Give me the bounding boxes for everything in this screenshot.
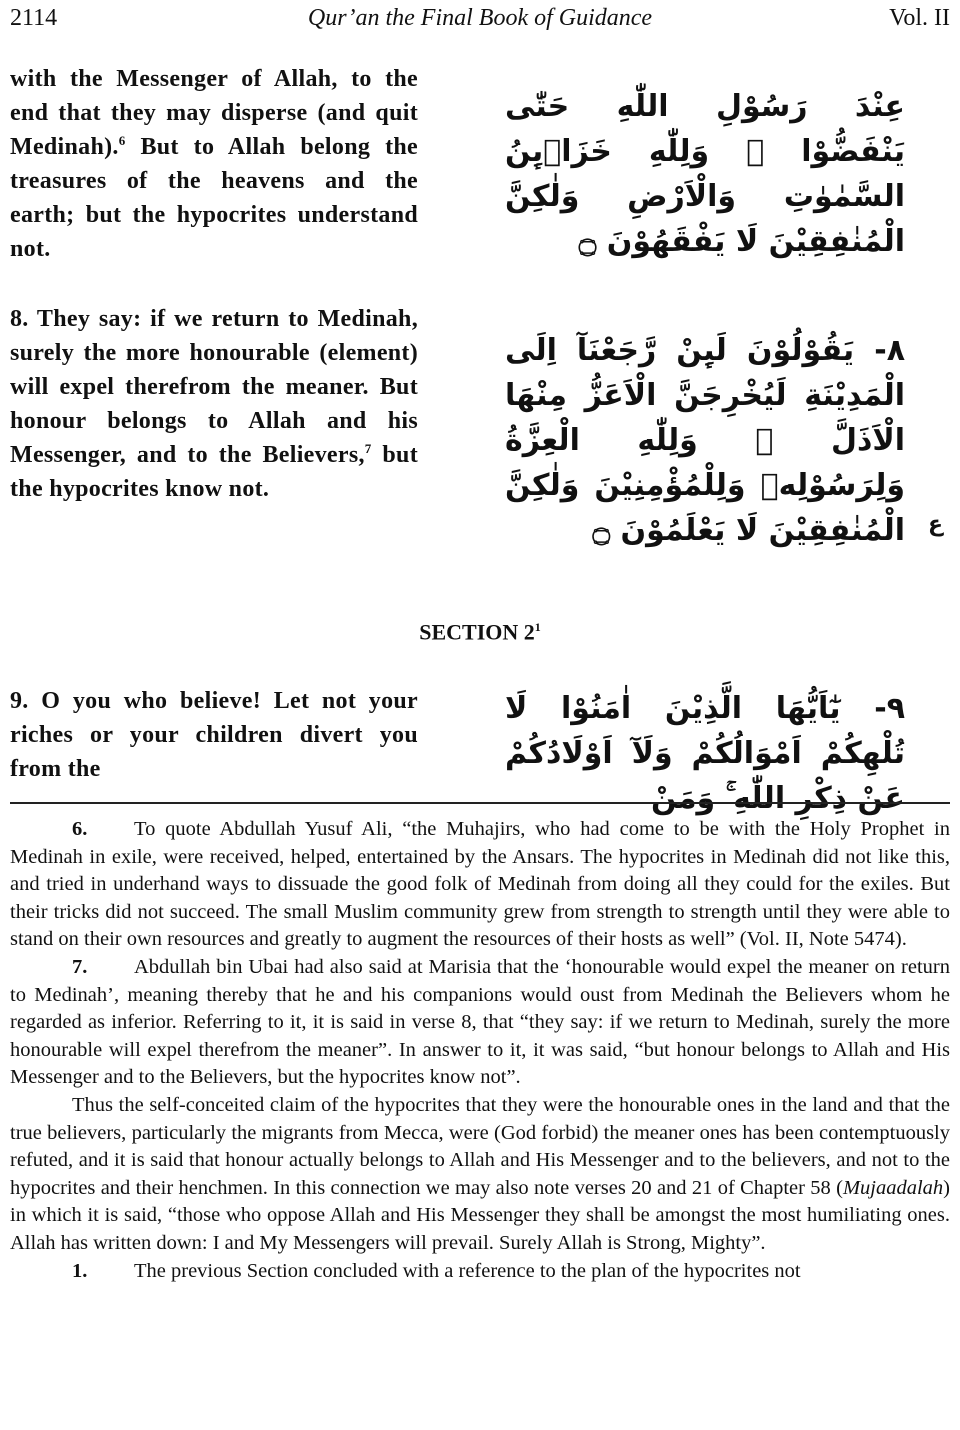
page-number: 2114 [10, 5, 58, 31]
footnote-1: 1. The previous Section concluded with a reference to the plan of the hypocrites not [10, 1258, 950, 1286]
footnote-ref-7[interactable]: 7 [364, 441, 372, 456]
footnote-7: 7. Abdullah bin Ubai had also said at Marisia that the ‘honourable would expel the meaner on return to Medinah’, meaning thereby that he and his companions would oust from Medinah the Believers whom he regarded as inferior. Referring to it, it is said in verse 8, that “they say: if we return to Medinah, surely the more honourable will expel therefrom the meaner”. In answer to it, it was said, “but honour belongs to Allah and His Messenger and to the Believers, but the hypocrites know not”. [10, 955, 950, 1089]
footnote-6: 6. To quote Abdullah Yusuf Ali, “the Muhajirs, who had come to be with the Holy Prophet in Medinah in exile, were received, helped, entertained by the Ansars. The hypocrites in Medinah did not like this, and tried in underhand ways to dissuade the good folk of Medinah from doing all they could for the exiles. But their tricks did not succeed. The small Muslim community grew from strength to strength until they were able to stand on their own resources and greatly to augment the resources of their hosts as well” (Vol. II, Note 5474). [10, 818, 950, 951]
verse-arabic-8: ٨- يَقُوْلُوْنَ لَىِٕنْ رَّجَعْنَآ اِلَى الْمَدِيْنَةِ لَيُخْرِجَنَّ الْاَعَزُّ مِنْهَا الْاَذَلَّ ۭ وَلِلّٰهِ الْعِزَّةُ وَلِرَسُوْلِهٖ وَلِلْمُؤْمِنِيْنَ وَلٰكِنَّ الْمُنٰفِقِيْنَ لَا يَعْلَمُوْنَ ۝ [505, 333, 905, 548]
footnote-number: 6. [72, 818, 88, 840]
verse-translation-8: 8. They say: if we return to Medinah, surely the more honourable (element) will expel therefrom the meaner. But honour belongs to Allah and his Messenger, and to the Believers,$^7$ but the hypocrites know not. [10, 306, 418, 502]
footnote-number: 7. [72, 955, 88, 978]
volume-label: Vol. II [889, 5, 950, 31]
verse-arabic-7: عِنْدَ رَسُوْلِ اللّٰهِ حَتّٰى يَنْفَضُّوْا ۭ وَلِلّٰهِ خَزَاۗىِٕنُ السَّمٰوٰتِ وَالْاَرْضِ وَلٰكِنَّ الْمُنٰفِقِيْنَ لَا يَفْقَهُوْنَ ۝ [505, 89, 905, 259]
verse-arabic-9: ٩- يٰٓاَيُّهَا الَّذِيْنَ اٰمَنُوْا لَا تُلْهِكُمْ اَمْوَالُكُمْ وَلَآ اَوْلَادُكُمْ عَنْ ذِكْرِ اللّٰهِ ۚ وَمَنْ [505, 691, 905, 816]
page-header [10, 2, 950, 36]
verse-translation-7: with the Messenger of Allah, to the end that they may disperse (and quit Medinah).$^6$ But to Allah belong the treasures of the heavens and the earth; but the hypocrites understand not. [10, 66, 418, 262]
chapter-name: Mujaadalah [842, 1176, 944, 1199]
footnote-ref-1[interactable]: 1 [534, 620, 541, 634]
verse-translation-9: 9. O you who believe! Let not your riches or your children divert you from the [10, 688, 418, 782]
section-heading: SECTION $2^1$ [419, 619, 541, 645]
book-title: Qur’an the Final Book of Guidance [307, 5, 653, 31]
footnote-ref-6[interactable]: 6 [118, 133, 126, 148]
ruku-marker: ع [928, 512, 944, 537]
footnote-number: 1. [72, 1259, 88, 1282]
footnotes [10, 816, 950, 1285]
footnote-divider [10, 802, 950, 804]
footnote-7-continued: Thus the self-conceited claim of the hypocrites that they were the honourable ones in the land and that the true believers, particularly the migrants from Mecca, were (God forbid) the meaner ones has been contemptuously refuted, and it is said that honour actually belongs to Allah and His Messenger and to the believers, and not to the hypocrites and their henchmen. In this connection we may also note verses 20 and 21 of Chapter 58 (Mujaadalah) in which it is said, “those who oppose Allah and His Messenger they shall be amongst the most humiliating ones. Allah has written down: I and My Messengers will prevail. Surely Allah is Strong, Mighty”. [10, 1093, 950, 1254]
